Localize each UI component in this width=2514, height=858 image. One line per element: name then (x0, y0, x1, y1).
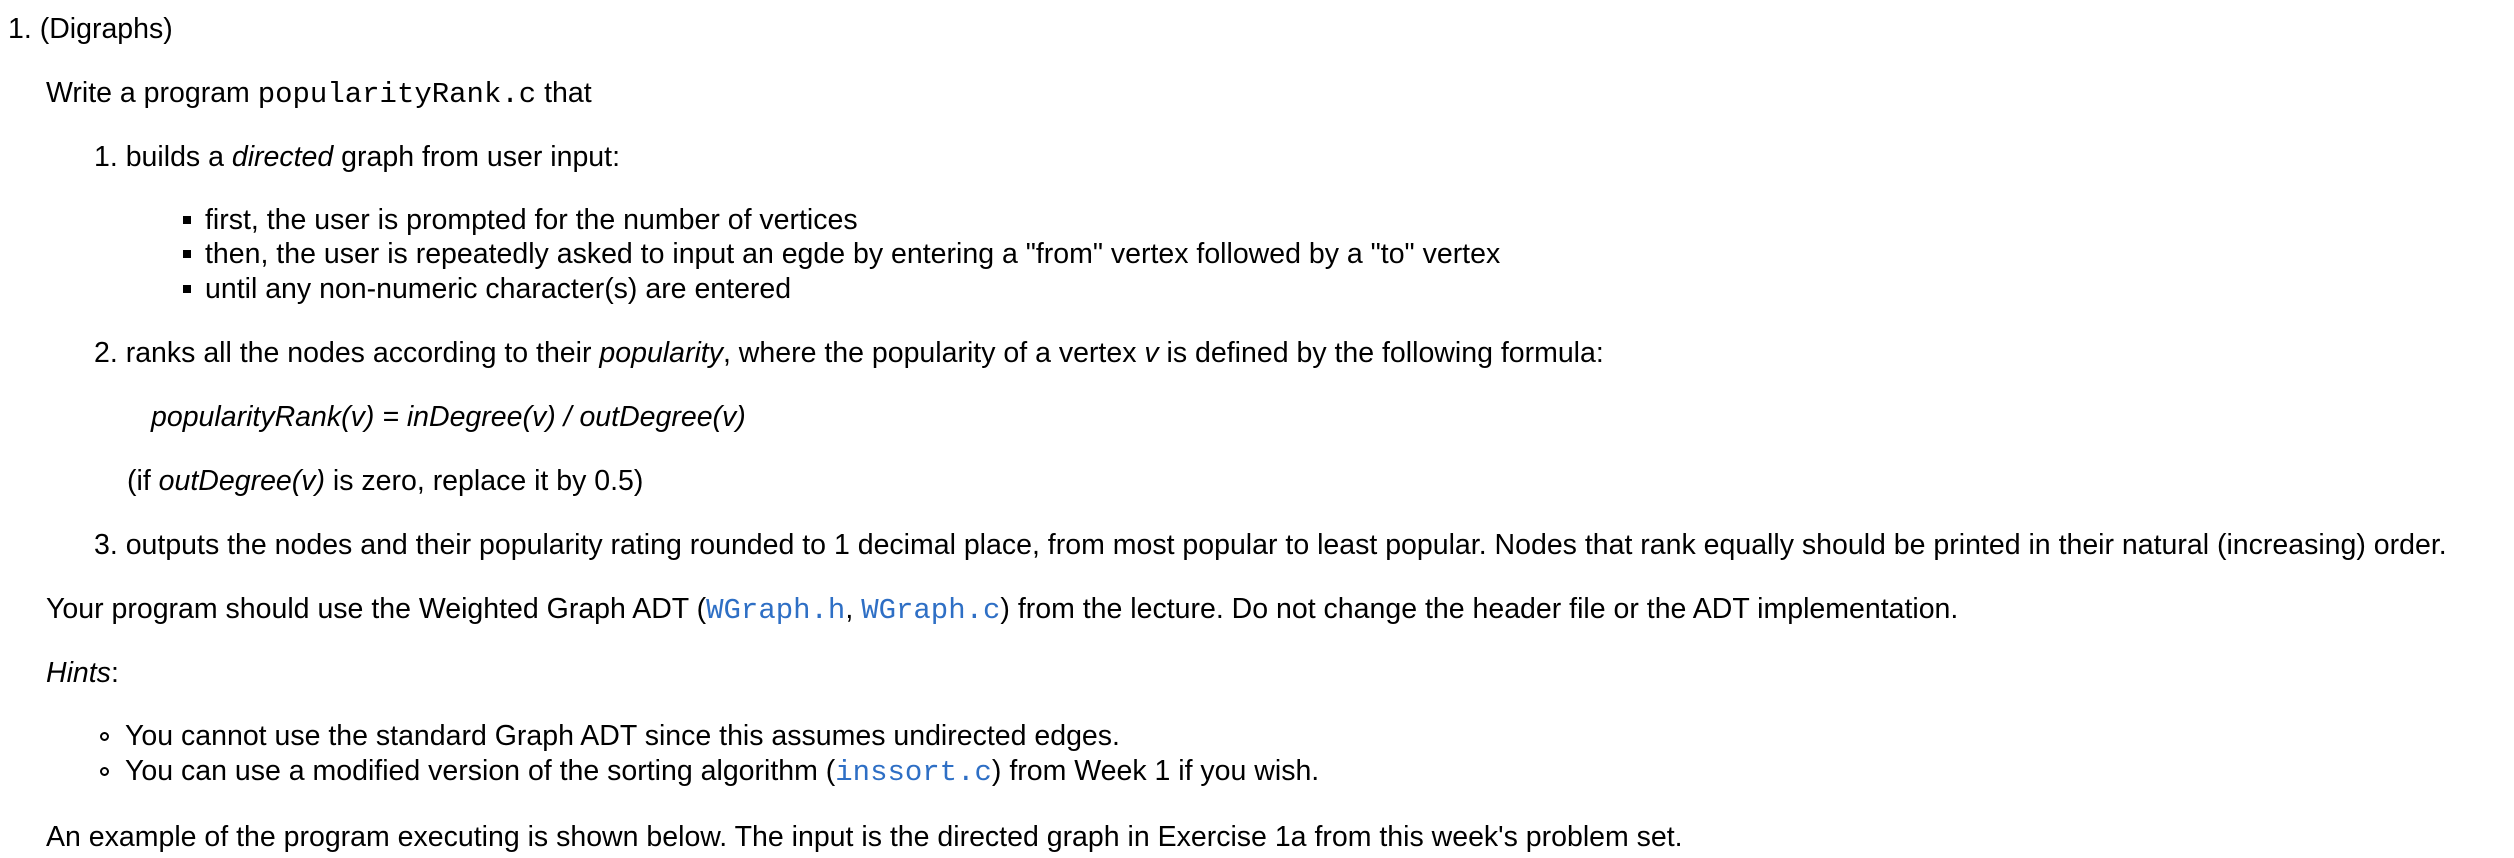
hint-item (125, 754, 1319, 790)
bullet-circle-icon (100, 732, 109, 741)
example-text: An example of the program executing is shown below. The input is the directed graph in Exercise 1a from this week's problem set. (46, 821, 1683, 853)
list-item (205, 237, 1500, 271)
intro-paragraph (46, 76, 592, 112)
step-text-middle: , where the popularity of a vertex (722, 337, 1145, 369)
intro-text-end: that (536, 77, 592, 109)
note-text-end: is zero, replace it by 0.5) (325, 465, 644, 497)
step-text: builds a (125, 141, 232, 173)
bullet-square-icon (183, 250, 191, 258)
hint-text: You cannot use the standard Graph ADT since this assumes undirected edges. (125, 720, 1120, 752)
step-text-end: is defined by the following formula: (1158, 337, 1604, 369)
hint-item (125, 719, 1120, 753)
exercise-heading (8, 12, 173, 46)
step-2 (94, 336, 1604, 370)
hint-text: You can use a modified version of the sorting algorithm ( (125, 755, 836, 787)
step-emphasis: directed (231, 141, 334, 173)
exercise-number: 1. (8, 13, 32, 45)
example-paragraph (46, 820, 1683, 854)
hints-title: Hints (46, 657, 111, 689)
bullet-square-icon (183, 216, 191, 224)
hints-label (46, 656, 119, 690)
formula-note (127, 464, 643, 498)
step-number: 3. (94, 529, 118, 561)
hint-text-end: ) from Week 1 if you wish. (991, 755, 1320, 787)
step-3 (94, 528, 2447, 562)
note-text: (if (127, 465, 159, 497)
inssort-link[interactable]: inssort.c (835, 756, 992, 789)
link-separator: , (845, 593, 862, 625)
wgraph-h-link[interactable]: WGraph.h (706, 594, 846, 627)
step-emphasis: popularity (599, 337, 723, 369)
list-item (205, 272, 791, 306)
list-item (205, 203, 858, 237)
intro-text: Write a program (46, 77, 258, 109)
list-item-text: first, the user is prompted for the number of vertices (205, 204, 858, 236)
adt-text: Your program should use the Weighted Graph ADT ( (46, 593, 707, 625)
adt-text-end: ) from the lecture. Do not change the header file or the ADT implementation. (1000, 593, 1959, 625)
note-emphasis: outDegree(v) (158, 465, 325, 497)
list-item-text: then, the user is repeatedly asked to input an egde by entering a "from" vertex followed by a "to" vertex (205, 238, 1501, 270)
adt-paragraph (46, 592, 1958, 628)
wgraph-c-link[interactable]: WGraph.c (861, 594, 1001, 627)
program-filename: popularityRank.c (257, 78, 537, 111)
popularity-formula (151, 400, 746, 434)
hints-colon: : (110, 657, 119, 689)
step-number: 2. (94, 337, 118, 369)
bullet-circle-icon (100, 767, 109, 776)
step-text: outputs the nodes and their popularity rating rounded to 1 decimal place, from most popular to least popular. Nodes that rank equally should be printed in their natural (increasing) order. (125, 529, 2447, 561)
exercise-title: (Digraphs) (39, 13, 173, 45)
list-item-text: until any non-numeric character(s) are entered (205, 273, 792, 305)
step-text-end: graph from user input: (333, 141, 620, 173)
step-text: ranks all the nodes according to their (125, 337, 600, 369)
step-number: 1. (94, 141, 118, 173)
bullet-square-icon (183, 285, 191, 293)
step-1 (94, 140, 620, 174)
step-variable: v (1144, 337, 1159, 369)
formula-text: popularityRank(v) = inDegree(v) / outDegree(v) (151, 401, 746, 433)
